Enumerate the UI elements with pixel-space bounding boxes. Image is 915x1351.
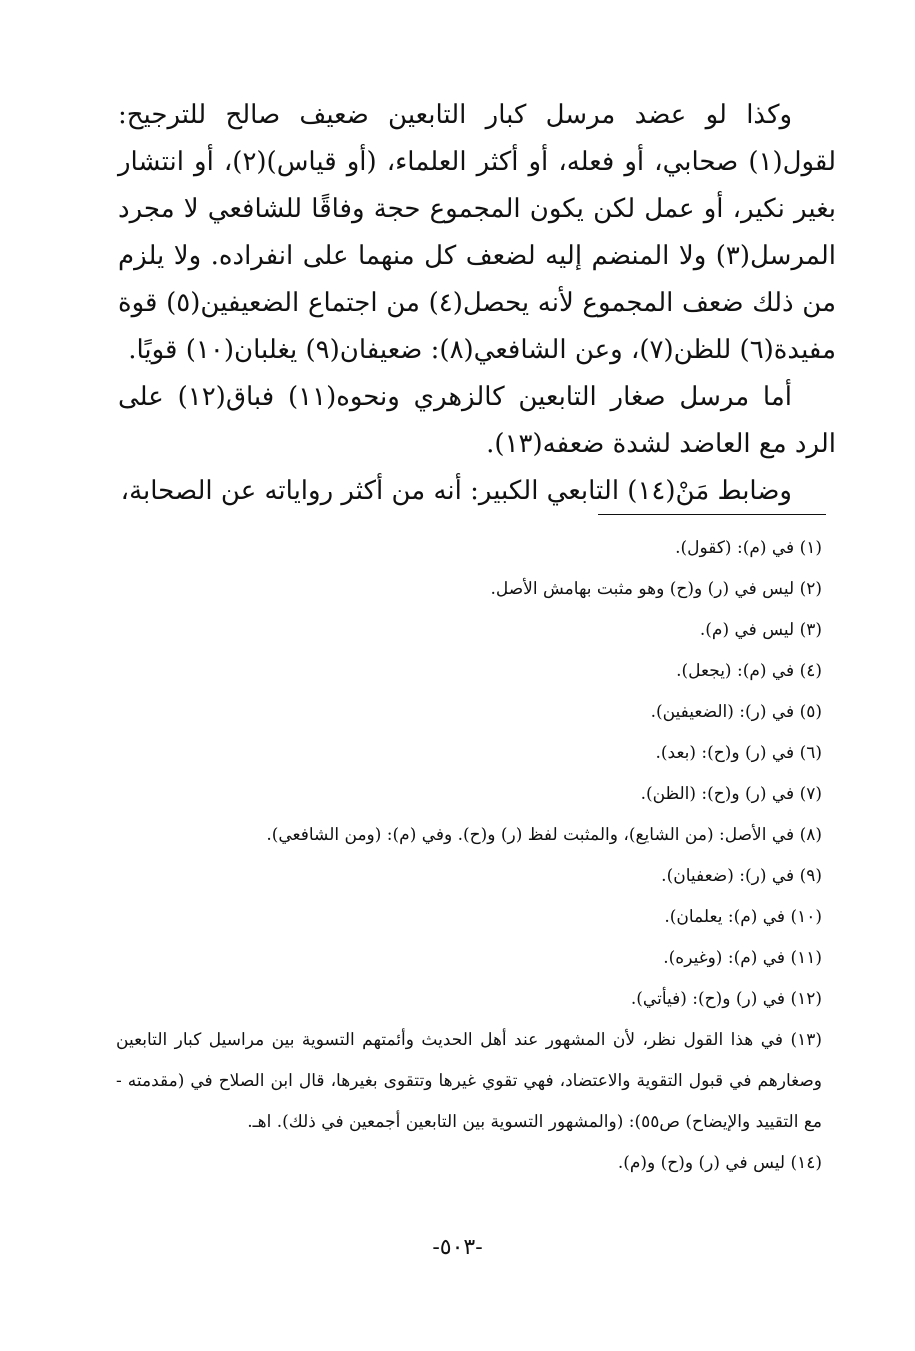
main-text: [118, 92, 836, 515]
footnote-14: (١٤) ليس في (ر) و(ح) و(م).: [617, 1153, 822, 1173]
footnote-6: (٦) في (ر) و(ح): (بعد).: [655, 743, 822, 763]
footnotes: [116, 528, 822, 1184]
paragraph-mursal-kibar: وكذا لو عضد مرسل كبار التابعين ضعيف صالح للترجيح: لقول(١) صحابي، أو فعله، أو أكثر العلماء، (أو قياس)(٢)، أو انتشار بغير نكير، أو عمل لكن يكون المجموع حجة وفاقًا للشافعي لا مجرد المرسل(٣) ولا المنضم إليه لضعف كل منهما على انفراده. ولا يلزم من ذلك ضعف المجموع لأنه يحصل(٤) من اجتماع الضعيفين(٥) قوة مفيدة(٦) للظن(٧)، وعن الشافعي(٨): ضعيفان(٩) يغلبان(١٠) قويًا.: [118, 100, 837, 365]
footnote-3: (٣) ليس في (م).: [699, 620, 822, 640]
page-number: -٥٠٣-: [432, 1235, 483, 1260]
footnote-10: (١٠) في (م): يعلمان).: [664, 907, 822, 927]
footnote-5: (٥) في (ر): (الضعيفين).: [650, 702, 822, 722]
footnote-11: (١١) في (م): (وغيره).: [663, 948, 822, 968]
paragraph-dabit: وضابط مَنْ(١٤) التابعي الكبير: أنه من أكثر رواياته عن الصحابة،: [120, 476, 792, 506]
footnote-8: (٨) في الأصل: (من الشايع)، والمثبت لفظ (ر) و(ح). وفي (م): (ومن الشافعي).: [266, 825, 822, 845]
footnote-1: (١) في (م): (كقول).: [675, 538, 822, 558]
footnote-2: (٢) ليس في (ر) و(ح) وهو مثبت بهامش الأصل.: [490, 579, 822, 599]
footnote-13: (١٣) في هذا القول نظر، لأن المشهور عند أهل الحديث وأئمتهم التسوية بين مراسيل كبار التابعين وصغارهم في قبول التقوية والاعتضاد، فهي تقوي غيرها وتتقوى بغيرها، قال ابن الصلاح في (مقدمته - مع التقييد والإيضاح) ص٥٥): (والمشهور التسوية بين التابعين أجمعين في ذلك). اهـ.: [116, 1030, 822, 1132]
paragraph-mursal-sighar: أما مرسل صغار التابعين كالزهري ونحوه(١١) فباق(١٢) على الرد مع العاضد لشدة ضعفه(١٣).: [118, 382, 836, 459]
footnote-4: (٤) في (م): (يجعل).: [676, 661, 822, 681]
footnote-9: (٩) في (ر): (ضعفيان).: [661, 866, 822, 886]
footnote-7: (٧) في (ر) و(ح): (الظن).: [640, 784, 822, 804]
footnote-separator: [598, 514, 826, 515]
footnote-12: (١٢) في (ر) و(ح): (فيأتي).: [630, 989, 822, 1009]
